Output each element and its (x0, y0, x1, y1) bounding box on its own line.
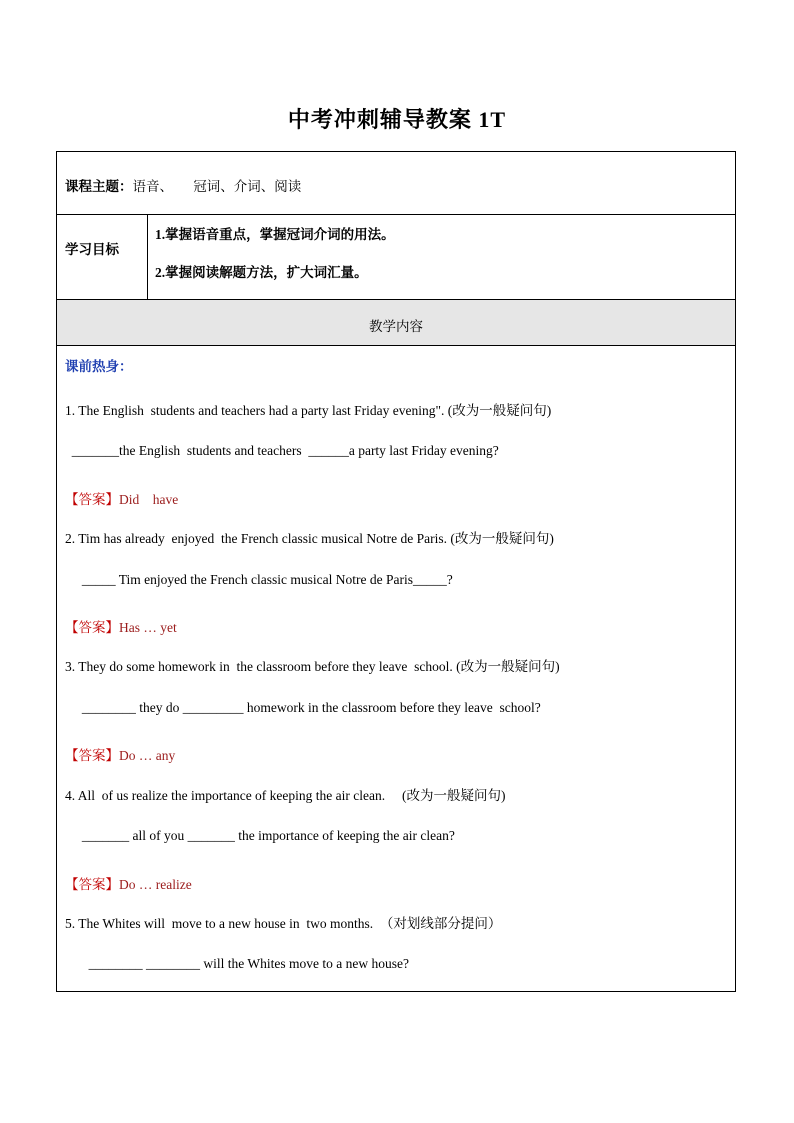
question-text: 3. They do some homework in the classroom before they leave school. (改为一般疑问句) (65, 659, 560, 674)
page-title: 中考冲刺辅导教案 1T (287, 107, 507, 132)
question-blank: _______ all of you _______ the importance of keeping the air clean? (65, 828, 455, 843)
answer-tag: 【答案】 (65, 877, 119, 892)
answer-text: Do … realize (119, 877, 192, 892)
question-text: 5. The Whites will move to a new house in two months. （对划线部分提问） (65, 916, 502, 931)
question-blank: ________ they do _________ homework in the classroom before they leave school? (65, 700, 541, 715)
answer-line (65, 873, 192, 893)
answer-tag: 【答案】 (65, 492, 119, 507)
answer-tag: 【答案】 (65, 620, 119, 635)
question-blank: _____ Tim enjoyed the French classic musical Notre de Paris_____? (65, 572, 453, 587)
answer-line (65, 488, 178, 508)
goal-item: 1.掌握语音重点，掌握冠词介词的用法。 (155, 227, 395, 242)
answer-line (65, 616, 177, 636)
question-blank: _______the English students and teachers ______a party last Friday evening? (65, 443, 499, 458)
question-blank: ________ ________ will the Whites move to a new house? (65, 956, 409, 971)
topic-value: 语音、 冠词、介词、阅读 (132, 179, 302, 194)
goals-row (57, 215, 735, 300)
warmup-label: 课前热身： (65, 359, 133, 374)
topic-row (57, 152, 735, 215)
answer-text: Did have (119, 492, 179, 507)
question-text: 1. The English students and teachers had a party last Friday evening". (改为一般疑问句) (65, 403, 552, 418)
section-header: 教学内容 (369, 319, 423, 334)
answer-tag: 【答案】 (65, 748, 119, 763)
goal-item: 2.掌握阅读解题方法，扩大词汇量。 (155, 265, 368, 280)
question-text: 2. Tim has already enjoyed the French classic musical Notre de Paris. (改为一般疑问句) (65, 531, 554, 546)
column-divider (147, 215, 148, 299)
answer-text: Has … yet (119, 620, 177, 635)
answer-text: Do … any (119, 748, 176, 763)
goals-label: 学习目标 (65, 242, 119, 257)
answer-line (65, 744, 175, 764)
lesson-plan-table (56, 151, 736, 992)
topic-label: 课程主题： (65, 179, 133, 194)
topic-cell (65, 175, 301, 195)
section-header-row (57, 300, 735, 346)
question-text: 4. All of us realize the importance of keeping the air clean. (改为一般疑问句) (65, 788, 506, 803)
